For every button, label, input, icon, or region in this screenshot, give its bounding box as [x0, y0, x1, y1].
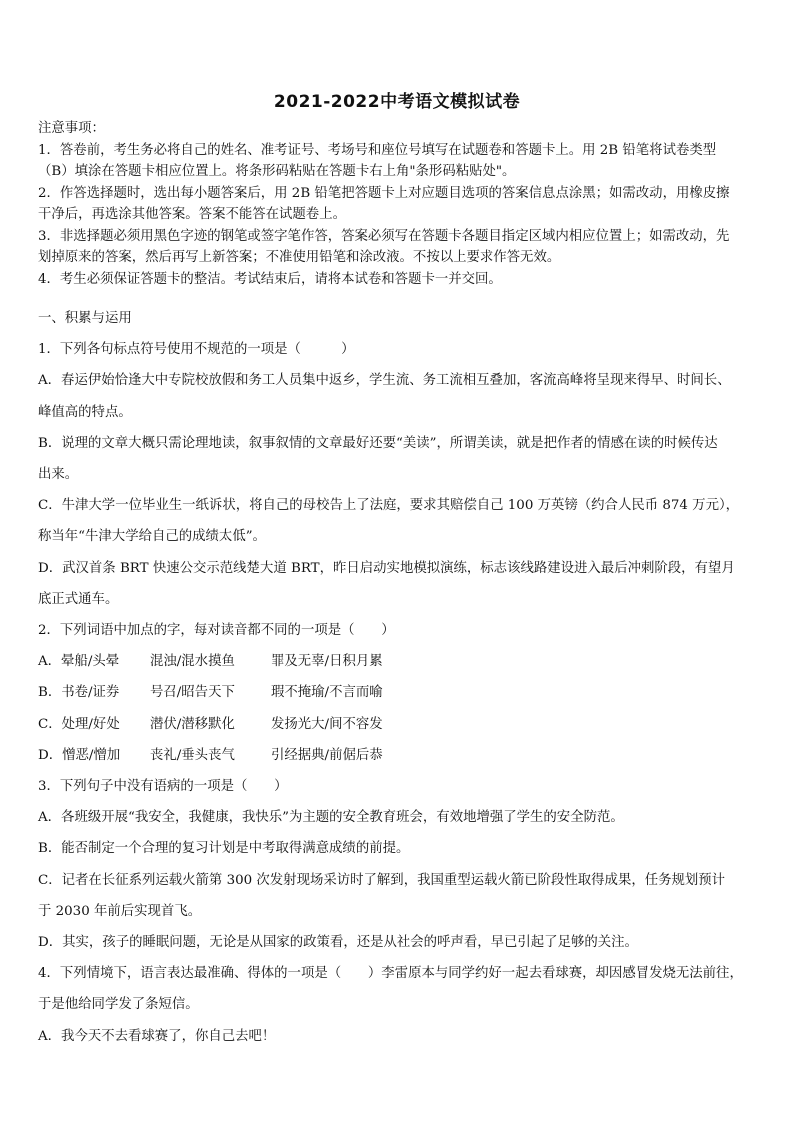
question-3-line: A．各班级开展“我安全，我健康，我快乐”为主题的安全教育班会，有效地增强了学生的安全防范。: [38, 810, 624, 826]
notice-line: 3．非选择题必须用黑色字迹的钢笔或签字笔作答，答案必须写在答题卡各题目指定区域内相应位置上；如需改动，先: [38, 228, 730, 244]
notice-line: 4．考生必须保证答题卡的整洁。考试结束后，请将本试卷和答题卡一并交回。: [38, 271, 502, 287]
question-3-line: 于 2030 年前后实现首飞。: [38, 903, 202, 919]
question-4-stem: 4．下列情境下，语言表达最准确、得体的一项是（ ）李雷原本与同学约好一起去看球赛，却因感冒发烧无法前往，: [38, 966, 743, 982]
section-heading: 一、积累与运用: [38, 311, 132, 326]
notice-line: 2．作答选择题时，选出每小题答案后，用 2B 铅笔把答题卡上对应题目选项的答案信息点涂黑；如需改动，用橡皮擦: [38, 185, 730, 201]
option-words-2: 混浊/混水摸鱼: [150, 654, 235, 670]
option-words-2: 号召/昭告天下: [150, 685, 235, 701]
question-4-option-a: A．我今天不去看球赛了，你自己去吧！: [38, 1028, 276, 1044]
questions-body: [38, 303, 760, 1052]
question-1-line: 称当年“牛津大学给自己的成绩太低”。: [38, 529, 266, 545]
option-words-2: 潜伏/潜移默化: [150, 716, 235, 732]
question-2-option: [38, 709, 760, 740]
question-1-line: 峰值高的特点。: [38, 404, 132, 420]
option-words-3: 引经据典/前倨后恭: [271, 747, 383, 763]
question-1-stem: 1．下列各句标点符号使用不规范的一项是（ ）: [38, 342, 355, 358]
option-words-1: B．书卷/证券: [38, 685, 120, 701]
question-1-line: D．武汉首条 BRT 快速公交示范线楚大道 BRT，昨日启动实地模拟演练，标志该线路建设进入最后冲刺阶段，有望月: [38, 560, 735, 576]
question-2-option: [38, 646, 760, 677]
question-2-option: [38, 740, 760, 771]
option-words-1: D．憎恶/憎加: [38, 747, 121, 763]
notice-block: [38, 118, 760, 290]
question-1-line: A．春运伊始恰逢大中专院校放假和务工人员集中返乡，学生流、务工流相互叠加，客流高峰将呈现来得早、时间长、: [38, 373, 731, 389]
question-3-line: D．其实，孩子的睡眠问题，无论是从国家的政策看，还是从社会的呼声看，早已引起了足够的关注。: [38, 935, 638, 951]
option-words-3: 罪及无辜/日积月累: [271, 654, 383, 670]
page-title: 2021-2022中考语文模拟试卷: [273, 92, 521, 112]
option-words-3: 发扬光大/间不容发: [271, 716, 383, 732]
question-3-line: B．能否制定一个合理的复习计划是中考取得满意成绩的前提。: [38, 841, 410, 857]
question-1-line: 出来。: [38, 467, 79, 483]
notice-line: （B）填涂在答题卡相应位置上。将条形码粘贴在答题卡右上角"条形码粘贴处"。: [38, 164, 516, 179]
question-2-stem: 2．下列词语中加点的字，每对读音都不同的一项是（ ）: [38, 623, 395, 639]
notice-heading: 注意事项：: [38, 121, 105, 136]
question-3-line: C．记者在长征系列运载火箭第 300 次发射现场采访时了解到，我国重型运载火箭已阶段性取得成果，任务规划预计: [38, 872, 726, 888]
notice-line: 干净后，再选涂其他答案。答案不能答在试题卷上。: [38, 207, 346, 222]
question-1-line: 底正式通车。: [38, 591, 119, 607]
question-1-line: B．说理的文章大概只需论理地读，叙事叙情的文章最好还要“美读”，所谓美读，就是把作者的情感在读的时候传达: [38, 435, 718, 451]
question-3-stem: 3．下列句子中没有语病的一项是（ ）: [38, 779, 288, 795]
option-words-1: A．晕船/头晕: [38, 654, 120, 670]
notice-line: 划掉原来的答案，然后再写上新答案；不准使用铅笔和涂改液。不按以上要求作答无效。: [38, 250, 561, 265]
option-words-2: 丧礼/垂头丧气: [150, 747, 235, 763]
question-4-stem: 于是他给同学发了条短信。: [38, 997, 199, 1013]
notice-line: 1．答卷前，考生务必将自己的姓名、准考证号、考场号和座位号填写在试题卷和答题卡上。用 2B 铅笔将试卷类型: [38, 142, 717, 158]
question-1-line: C．牛津大学一位毕业生一纸诉状，将自己的母校告上了法庭，要求其赔偿自己 100 万英镑（约合人民币 874 万元），: [38, 498, 740, 514]
option-words-1: C．处理/好处: [38, 716, 120, 732]
question-2-option: [38, 677, 760, 708]
option-words-3: 瑕不掩瑜/不言而喻: [271, 685, 383, 701]
